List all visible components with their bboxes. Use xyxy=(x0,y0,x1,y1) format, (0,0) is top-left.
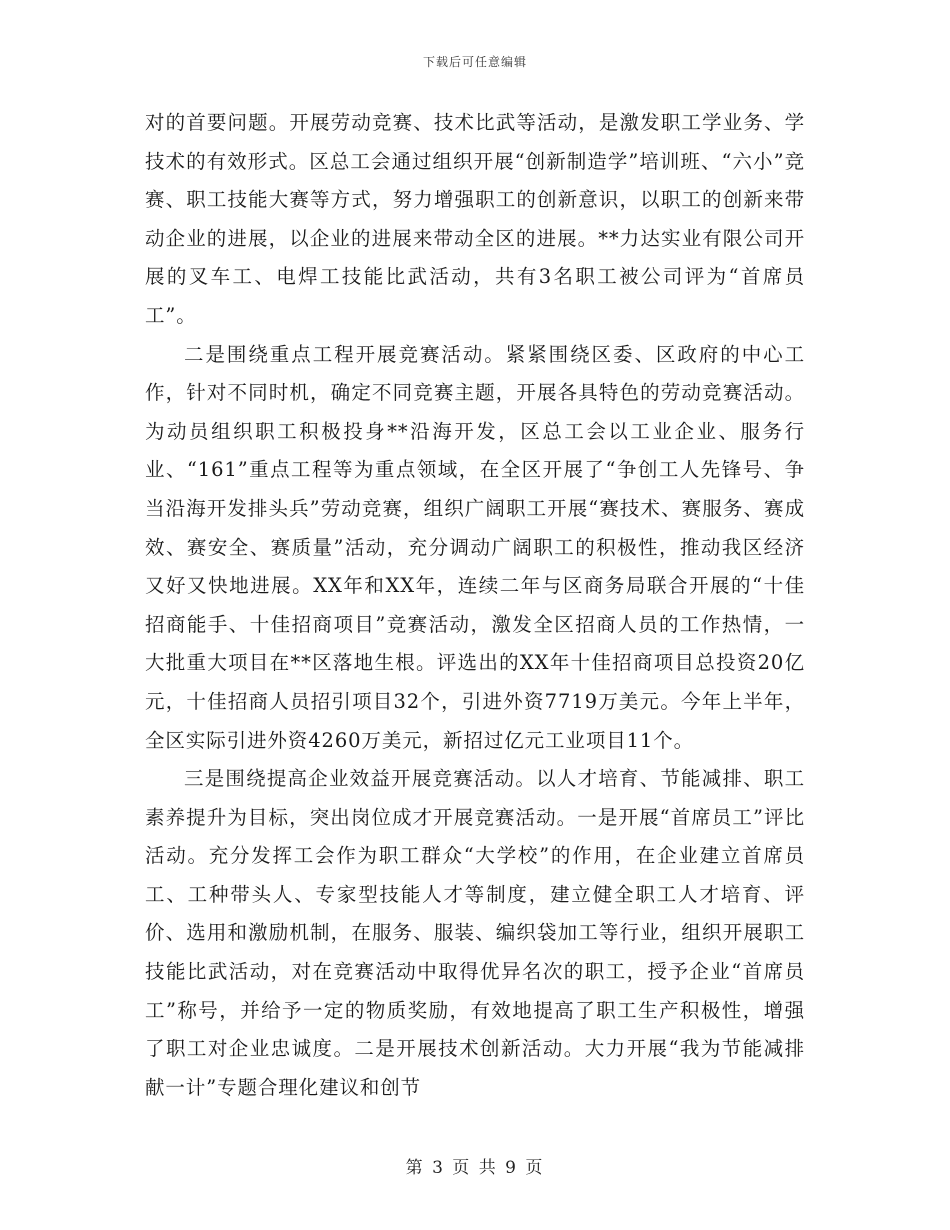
paragraph-2: 二是围绕重点工程开展竞赛活动。紧紧围绕区委、区政府的中心工作，针对不同时机，确定不同竞赛主题，开展各具特色的劳动竞赛活动。为动员组织职工积极投身**沿海开发，区总工会以工业企业、服务行业、“161”重点工程等为重点领域，在全区开展了“争创工人先锋号、争当沿海开发排头兵”劳动竞赛，组织广阔职工开展“赛技术、赛服务、赛成效、赛安全、赛质量”活动，充分调动广阔职工的积极性，推动我区经济又好又快地进展。XX年和XX年，连续二年与区商务局联合开展的“十佳招商能手、十佳招商项目”竞赛活动，激发全区招商人员的工作热情，一大批重大项目在**区落地生根。评选出的XX年十佳招商项目总投资20亿元，十佳招商人员招引项目32个，引进外资7719万美元。今年上半年，全区实际引进外资4260万美元，新招过亿元工业项目11个。 xyxy=(145,342,805,752)
paragraph-1: 对的首要问题。开展劳动竞赛、技术比武等活动，是激发职工学业务、学技术的有效形式。区总工会通过组织开展“创新制造学”培训班、“六小”竞赛、职工技能大赛等方式，努力增强职工的创新意识，以职工的创新来带动企业的进展，以企业的进展来带动全区的进展。**力达实业有限公司开展的叉车工、电焊工技能比武活动，共有3名职工被公司评为“首席员工”。 xyxy=(145,111,805,327)
page-header-note: 下载后可任意编辑 xyxy=(422,55,527,69)
paragraph-3: 三是围绕提高企业效益开展竞赛活动。以人才培育、节能减排、职工素养提升为目标，突出岗位成才开展竞赛活动。一是开展“首席员工”评比活动。充分发挥工会作为职工群众“大学校”的作用，在企业建立首席员工、工种带头人、专家型技能人才等制度，建立健全职工人才培育、评价、选用和激励机制，在服务、服装、编织袋加工等行业，组织开展职工技能比武活动，对在竞赛活动中取得优异名次的职工，授予企业“首席员工”称号，并给予一定的物质奖励，有效地提高了职工生产积极性，增强了职工对企业忠诚度。二是开展技术创新活动。大力开展“我为节能减排献一计”专题合理化建议和创节 xyxy=(145,767,805,1099)
page-number-footer: 第 3 页 共 9 页 xyxy=(405,1158,545,1178)
document-body xyxy=(145,104,805,1107)
